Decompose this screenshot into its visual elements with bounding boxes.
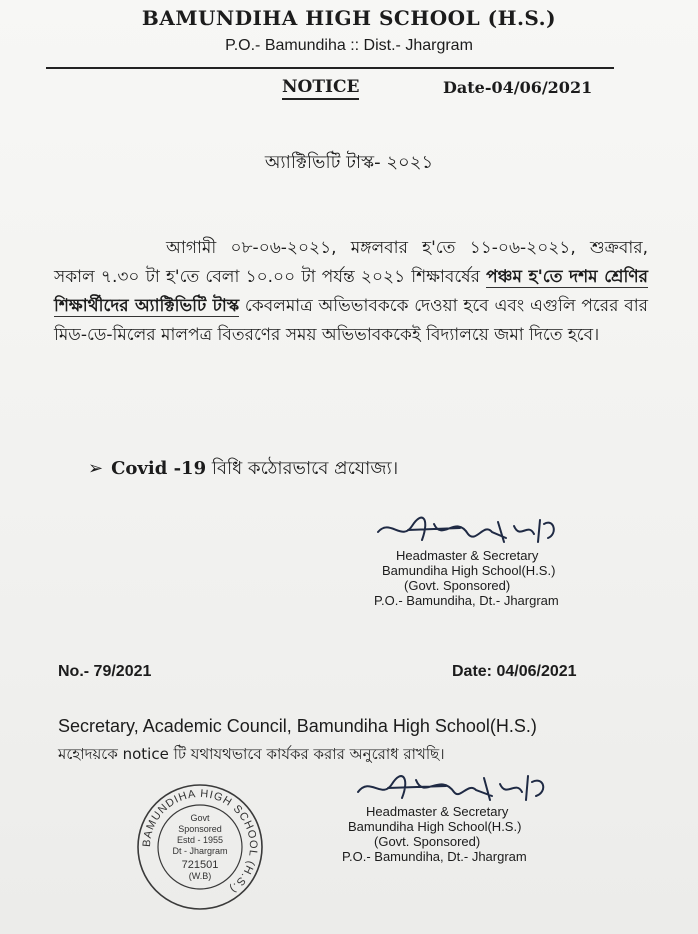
signatory-title: Headmaster & Secretary (366, 804, 509, 819)
notice-date: Date-04/06/2021 (443, 78, 593, 97)
header-divider (46, 67, 614, 69)
memo-request: মহোদয়কে notice টি যথাযথভাবে কার্যকর করার অনুরোধ রাখছি। (58, 745, 445, 763)
signatory-title: Headmaster & Secretary (396, 548, 539, 563)
covid-bullet (88, 454, 398, 485)
memo-recipient: Secretary, Academic Council, Bamundiha High School(H.S.) (58, 716, 537, 736)
notice-title: NOTICE (282, 77, 359, 100)
seal-line-2: Sponsored (178, 824, 222, 834)
covid-label: Covid -19 (111, 458, 207, 479)
seal-line-3: Estd - 1955 (176, 835, 224, 845)
signature-block-bottom (342, 804, 527, 864)
notice-body (54, 234, 648, 350)
reference-number: No.- 79/2021 (58, 663, 152, 680)
signatory-school: Bamundiha High School(H.S.) (382, 563, 556, 578)
seal-line-1: Govt (190, 813, 210, 823)
seal-line-6: (W.B) (188, 871, 212, 881)
seal-ring-text: BAMUNDIHA HIGH SCHOOL (H.S.) (140, 787, 260, 896)
body-text-part2: কেবলমাত্র অভিভাবককে দেওয়া হবে এবং এগুলি পরের বার মিড-ডে-মিলের মালপত্র বিতরণের সময় অভিভাবককেই বিদ্যালয়ে জমা দিতে হবে। (54, 296, 648, 345)
covid-rule-text: বিধি কঠোরভাবে প্রযোজ্য। (211, 458, 399, 479)
signatory-govt: (Govt. Sponsored) (374, 834, 481, 849)
signatory-address: P.O.- Bamundiha, Dt.- Jhargram (342, 849, 527, 864)
notice-subject: অ্যাক্টিভিটি টাস্ক- ২০২১ (264, 152, 434, 173)
school-name: BAMUNDIHA HIGH SCHOOL (H.S.) (141, 6, 557, 30)
signature-block-top (374, 548, 559, 608)
body-text-part1: আগামী ০৮-০৬-২০২১, মঙ্গলবার হ'তে ১১-০৬-২০২১, শুক্রবার, সকাল ৭.৩০ টা হ'তে বেলা ১০.০০ টা পর্যন্ত ২০২১ শিক্ষাবর্ষের (54, 238, 648, 287)
school-seal (136, 783, 264, 911)
seal-line-4: Dt - Jhargram (172, 846, 228, 856)
arrow-bullet-icon: ➢ (88, 458, 104, 479)
seal-line-5: 721501 (181, 859, 219, 871)
memo-date: Date: 04/06/2021 (452, 663, 577, 680)
handwritten-signature-icon (372, 512, 572, 552)
school-address: P.O.- Bamundiha :: Dist.- Jhargram (225, 37, 473, 54)
handwritten-signature-icon (350, 770, 570, 808)
body-highlight: পঞ্চম হ'তে দশম শ্রেণির শিক্ষার্থীদের অ্যাক্টিভিটি টাস্ক (54, 267, 649, 316)
signatory-address: P.O.- Bamundiha, Dt.- Jhargram (374, 593, 559, 608)
signatory-school: Bamundiha High School(H.S.) (348, 819, 522, 834)
signatory-govt: (Govt. Sponsored) (404, 578, 511, 593)
